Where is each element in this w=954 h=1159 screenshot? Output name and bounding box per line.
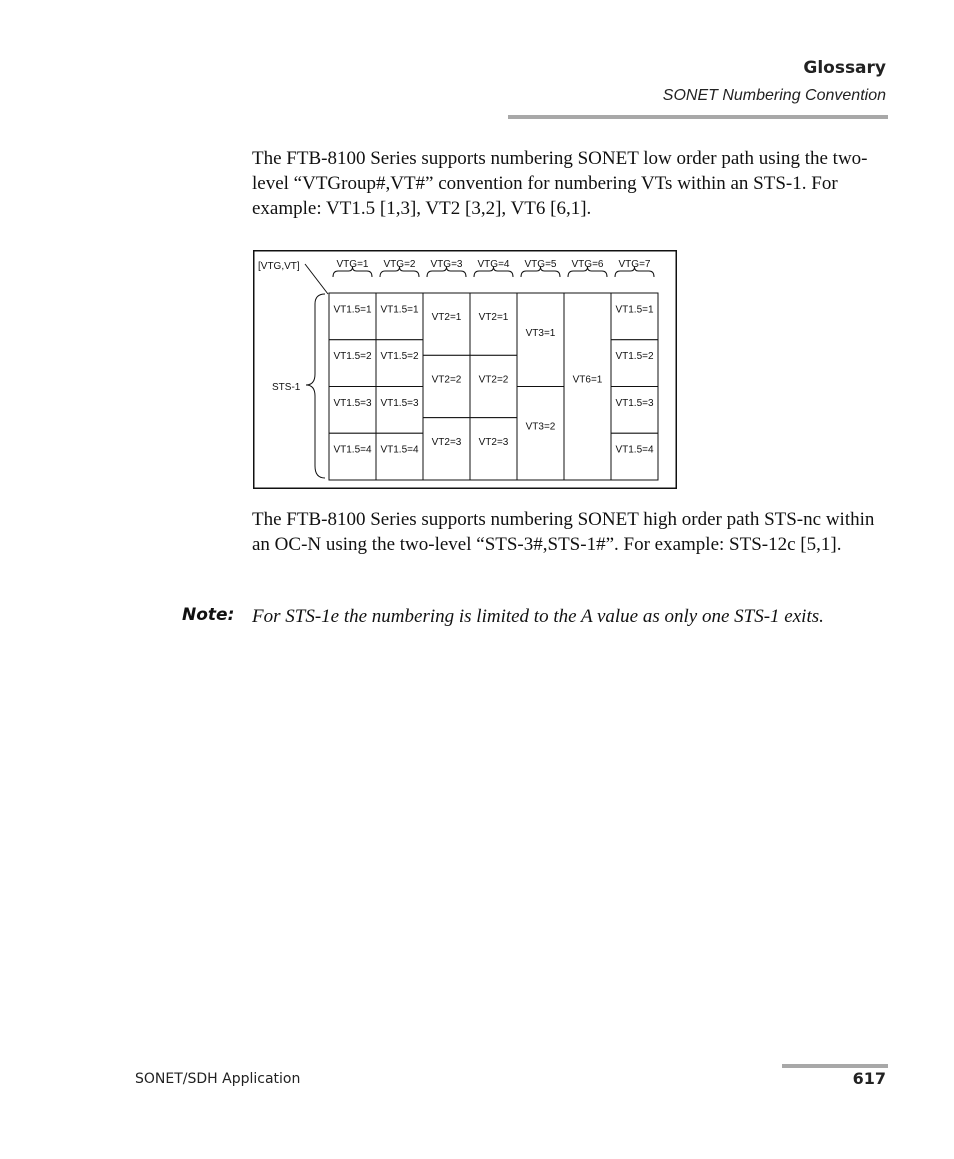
vtg-label: VTG=4: [477, 259, 510, 270]
vt-cell: [564, 293, 611, 480]
vt-cell: [329, 433, 376, 480]
vt-cell: [329, 340, 376, 387]
vtg-label: VTG=1: [336, 259, 369, 270]
high-order-paragraph: The FTB-8100 Series supports numbering SONET high order path STS-nc within an OC-N using the two-level “STS-3#,STS-1#”. For example: STS-12c [5,1].: [252, 509, 875, 555]
vt-cell-label: VT1.5=3: [615, 397, 654, 409]
vt-cell-label: VT1.5=4: [615, 444, 654, 456]
vt-cell: [611, 387, 658, 434]
vt-cell: [423, 418, 470, 480]
page-number: 617: [852, 1069, 886, 1088]
vt-cell-label: VT3=2: [525, 421, 556, 433]
vt-cell: [470, 355, 517, 417]
vt-cell: [423, 355, 470, 417]
vt-cell: [329, 293, 376, 340]
vt-cell-label: VT1.5=3: [333, 397, 372, 409]
vtg-label: VTG=5: [524, 259, 557, 270]
vt-cell-label: VT1.5=2: [380, 351, 419, 363]
vt-cell-label: VT1.5=3: [380, 397, 419, 409]
vtg-numbering-diagram: [253, 250, 677, 490]
vt-cell-label: VT1.5=4: [380, 444, 419, 456]
sts1-label: STS-1: [272, 382, 301, 393]
footer-rule: [782, 1064, 888, 1068]
vtg-label: VTG=7: [618, 259, 651, 270]
vt-cell-label: VT3=1: [525, 327, 556, 339]
vt-cell: [470, 293, 517, 355]
header-subtitle: SONET Numbering Convention: [662, 87, 886, 104]
vtg-label: VTG=6: [571, 259, 604, 270]
vt-cell-label: VT6=1: [572, 374, 603, 386]
vt-cell: [470, 418, 517, 480]
intro-paragraph: The FTB-8100 Series supports numbering SONET low order path using the two-level “VTGroup#,VT#” convention for numbering VTs within an STS-1. For example: VT1.5 [1,3], VT2 [3,2], VT6 [6,1].: [252, 148, 868, 219]
vt-cell-label: VT2=2: [431, 374, 462, 386]
vtg-label: VTG=3: [430, 259, 463, 270]
sts1-brace: [306, 294, 325, 478]
vt-cell-label: VT2=1: [478, 312, 509, 324]
vt-cell: [376, 293, 423, 340]
vt-cell-label: VT2=2: [478, 374, 509, 386]
vtg-label: VTG=2: [383, 259, 416, 270]
vt-cell: [611, 293, 658, 340]
vt-cell: [517, 293, 564, 387]
corner-label: [VTG,VT]: [258, 261, 300, 272]
note-label: Note:: [182, 605, 235, 625]
vt-cell-label: VT1.5=2: [615, 351, 654, 363]
corner-pointer-line: [305, 264, 328, 294]
vt-cell: [376, 340, 423, 387]
vt-cell-label: VT1.5=1: [615, 304, 654, 316]
vt-cell-label: VT1.5=4: [333, 444, 372, 456]
footer-section: SONET/SDH Application: [135, 1071, 301, 1087]
vt-cell: [423, 293, 470, 355]
vt-cell-label: VT2=1: [431, 312, 462, 324]
vt-cell: [517, 387, 564, 481]
vt-cell-label: VT1.5=1: [380, 304, 419, 316]
header-title: Glossary: [803, 58, 886, 78]
vt-cell: [611, 433, 658, 480]
note-text: For STS-1e the numbering is limited to the A value as only one STS-1 exits.: [252, 606, 824, 627]
vt-cell: [329, 387, 376, 434]
vt-cell-label: VT1.5=1: [333, 304, 372, 316]
vt-cell: [611, 340, 658, 387]
vt-cell: [376, 433, 423, 480]
header-rule: [508, 115, 888, 119]
vt-cell-label: VT2=3: [478, 436, 509, 448]
vt-cell: [376, 387, 423, 434]
vt-cell-label: VT1.5=2: [333, 351, 372, 363]
vt-cell-label: VT2=3: [431, 436, 462, 448]
